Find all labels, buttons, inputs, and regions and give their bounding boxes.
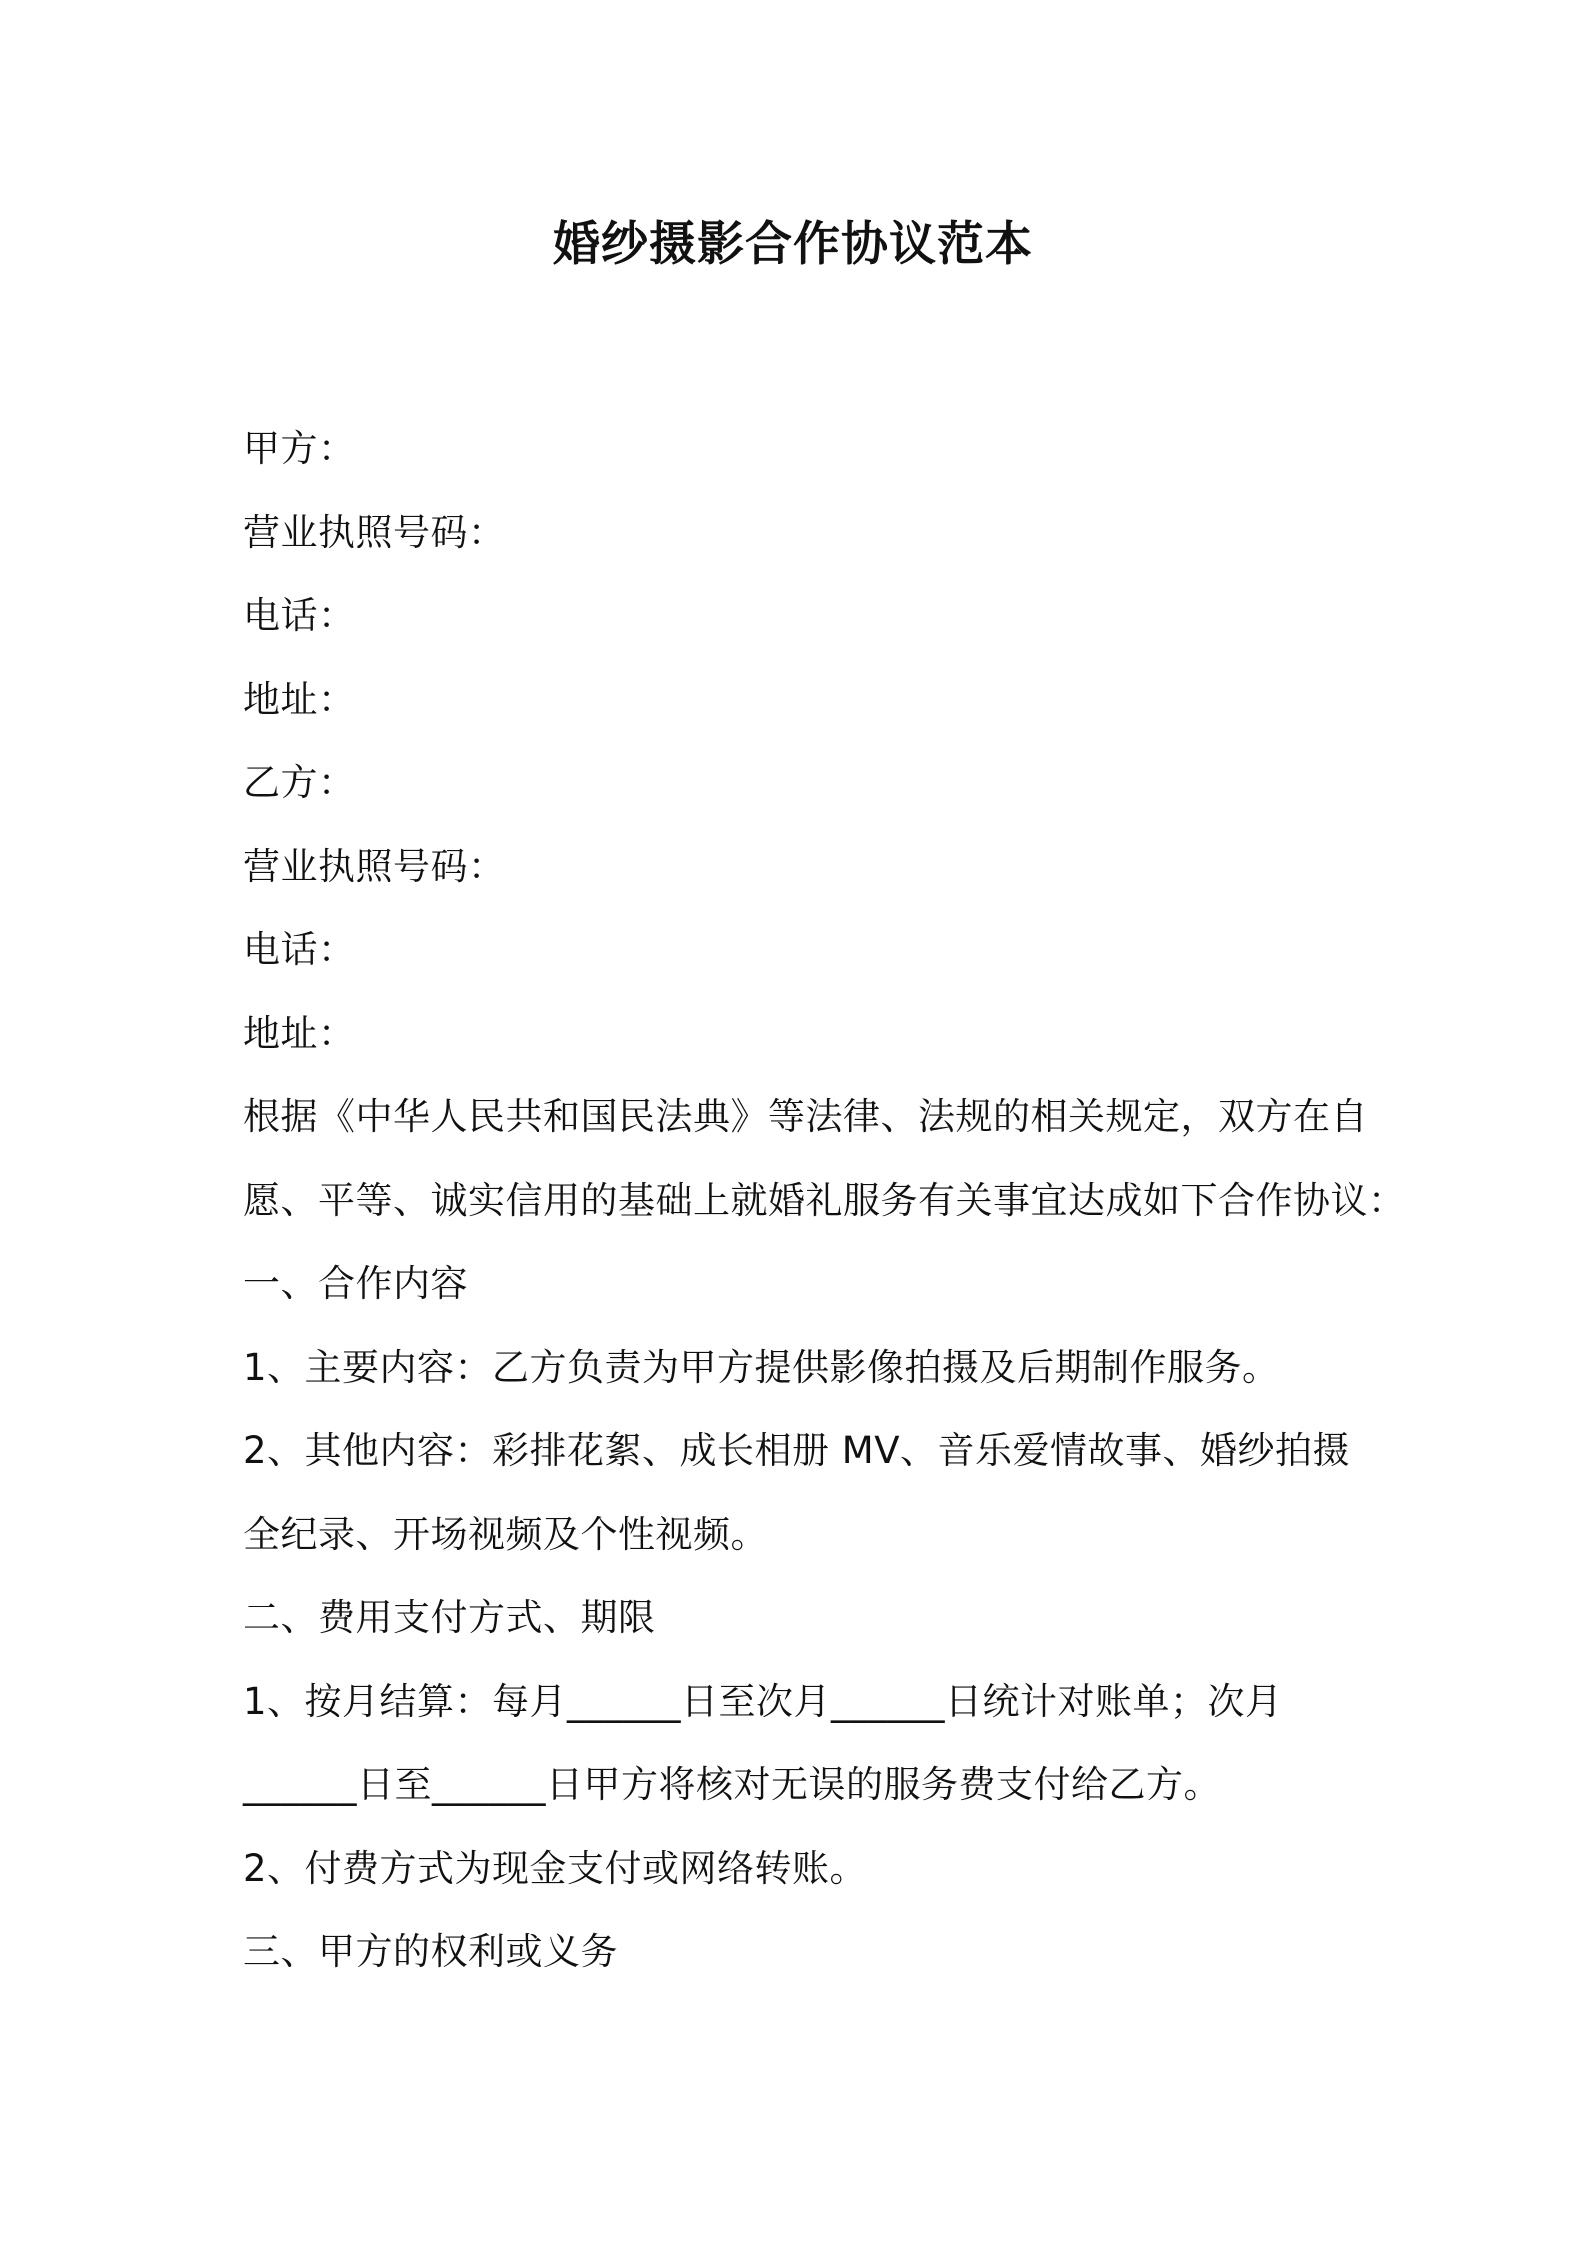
section-heading: 三、甲方的权利或义务 xyxy=(243,1930,618,1973)
preamble-line: 根据《中华人民共和国民法典》等法律、法规的相关规定，双方在自 xyxy=(243,1095,1368,1138)
clause-line: 全纪录、开场视频及个性视频。 xyxy=(243,1512,768,1556)
section-heading: 二、费用支付方式、期限 xyxy=(243,1596,656,1639)
clause-line: ______日至______日甲方将核对无误的服务费支付给乙方。 xyxy=(243,1763,1221,1806)
party-a-license-label: 营业执照号码： xyxy=(243,510,506,554)
section-heading: 一、合作内容 xyxy=(243,1262,468,1305)
clause-line: 2、其他内容：彩排花絮、成长相册 MV、音乐爱情故事、婚纱拍摄 xyxy=(243,1429,1351,1472)
party-a-label: 甲方： xyxy=(243,427,356,470)
preamble-line: 愿、平等、诚实信用的基础上就婚礼服务有关事宜达成如下合作协议： xyxy=(243,1178,1406,1222)
party-b-phone-label: 电话： xyxy=(243,928,356,971)
party-b-license-label: 营业执照号码： xyxy=(243,844,506,888)
clause-line: 2、付费方式为现金支付或网络转账。 xyxy=(243,1846,868,1890)
document-body xyxy=(243,407,1406,1994)
party-b-address-label: 地址： xyxy=(243,1011,356,1055)
party-a-phone-label: 电话： xyxy=(243,594,356,637)
party-a-address-label: 地址： xyxy=(243,677,356,721)
clause-line: 1、按月结算：每月______日至次月______日统计对账单；次月 xyxy=(243,1679,1283,1723)
clause-line: 1、主要内容：乙方负责为甲方提供影像拍摄及后期制作服务。 xyxy=(243,1345,1280,1389)
document-title: 婚纱摄影合作协议范本 xyxy=(553,217,1033,272)
party-b-label: 乙方： xyxy=(243,761,356,804)
